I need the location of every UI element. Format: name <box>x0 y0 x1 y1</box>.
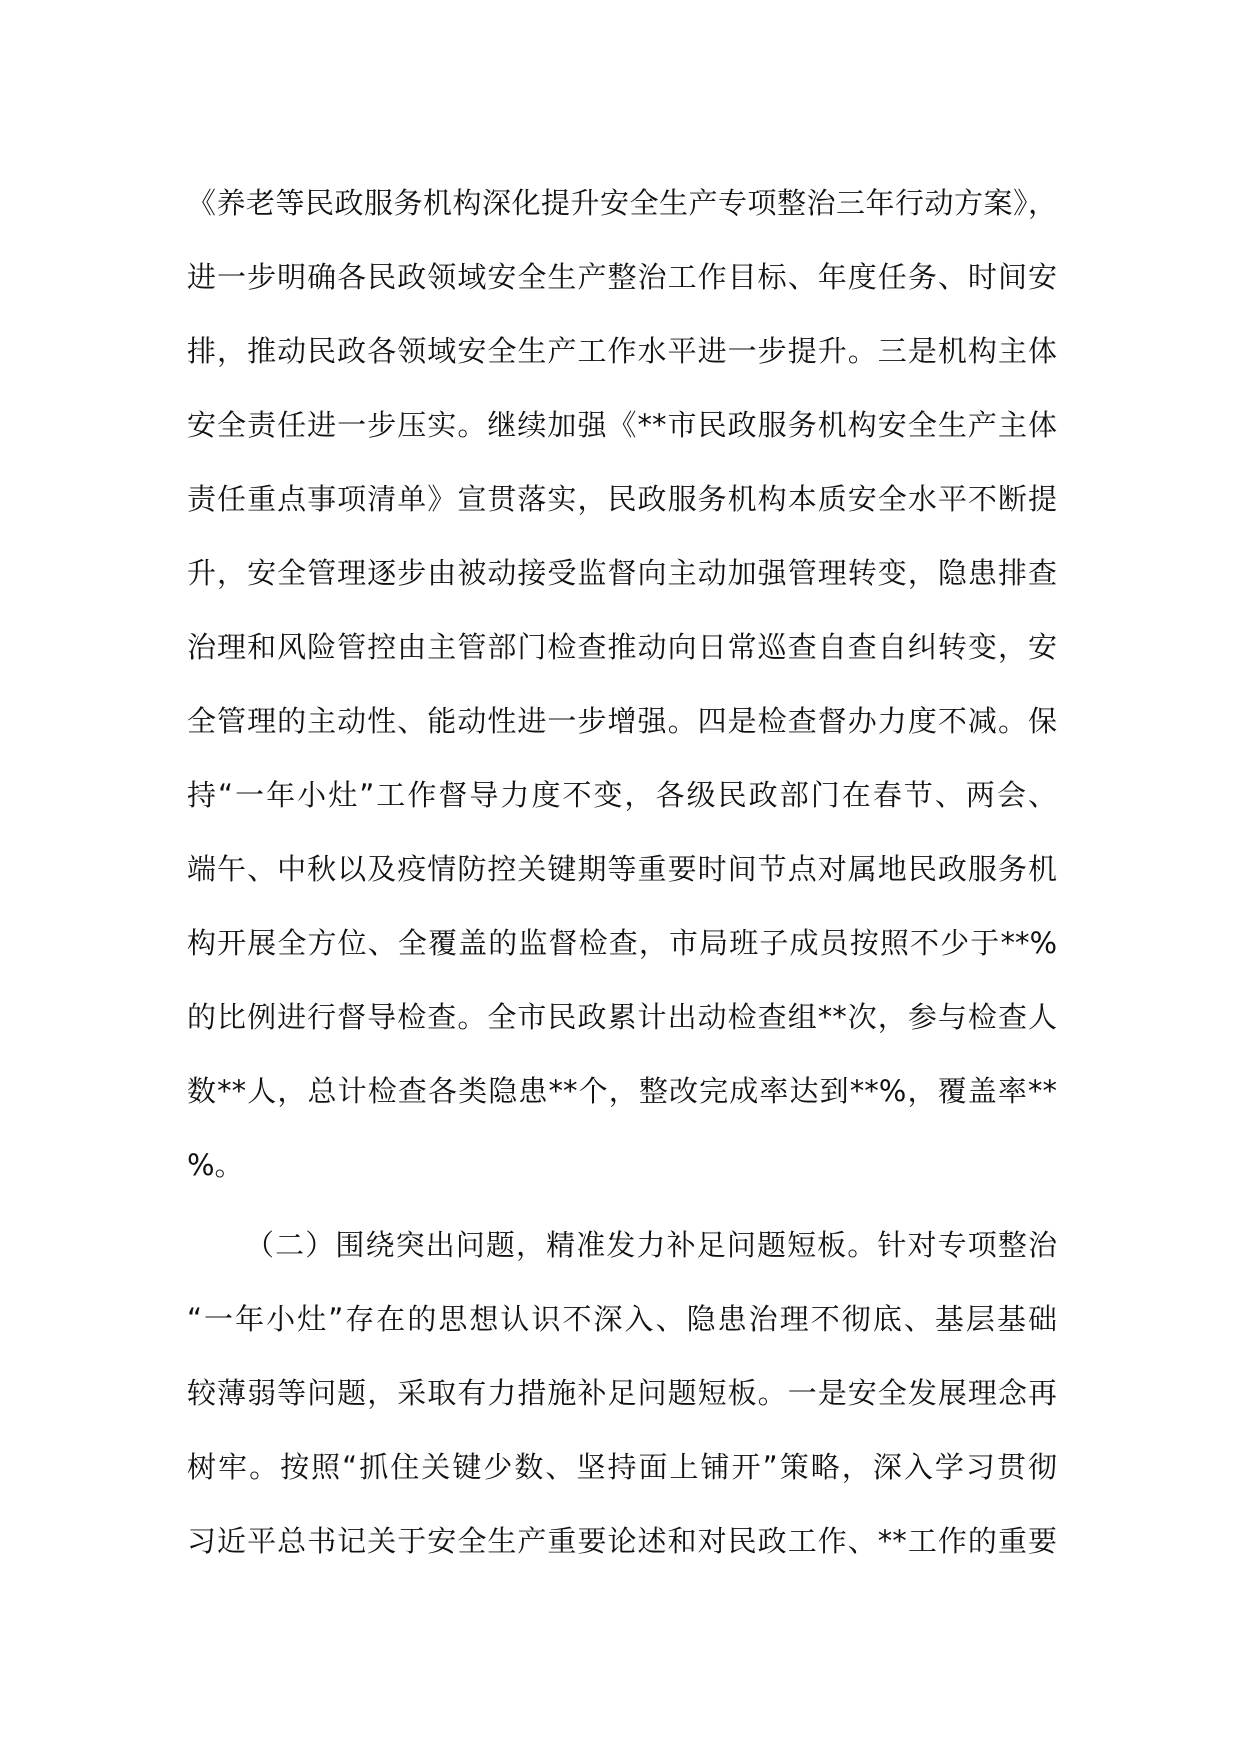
text-line: 持“一年小灶”工作督导力度不变，各级民政部门在春节、两会、 <box>187 778 1057 812</box>
paragraph-1 <box>187 166 1057 1202</box>
text-line: 进一步明确各民政领域安全生产整治工作目标、年度任务、时间安 <box>187 260 1057 294</box>
text-line: 树牢。按照“抓住关键少数、坚持面上铺开”策略，深入学习贯彻 <box>187 1450 1057 1484</box>
text-line: 责任重点事项清单》宣贯落实，民政服务机构本质安全水平不断提 <box>187 482 1057 516</box>
text-line: 数**人，总计检查各类隐患**个，整改完成率达到**%，覆盖率** <box>187 1074 1057 1108</box>
text-line: 端午、中秋以及疫情防控关键期等重要时间节点对属地民政服务机 <box>187 852 1057 886</box>
text-line: 全管理的主动性、能动性进一步增强。四是检查督办力度不减。保 <box>187 704 1057 738</box>
text-line: 习近平总书记关于安全生产重要论述和对民政工作、**工作的重要 <box>187 1524 1057 1558</box>
text-line: %。 <box>187 1148 244 1182</box>
text-line: 安全责任进一步压实。继续加强《**市民政服务机构安全生产主体 <box>187 408 1057 442</box>
text-line: 治理和风险管控由主管部门检查推动向日常巡查自查自纠转变，安 <box>187 630 1057 664</box>
text-line: 构开展全方位、全覆盖的监督检查，市局班子成员按照不少于**% <box>187 926 1057 960</box>
text-line: 较薄弱等问题，采取有力措施补足问题短板。一是安全发展理念再 <box>187 1376 1057 1410</box>
text-line: 升，安全管理逐步由被动接受监督向主动加强管理转变，隐患排查 <box>187 556 1057 590</box>
document-body <box>187 166 1057 1578</box>
text-line: 排，推动民政各领域安全生产工作水平进一步提升。三是机构主体 <box>187 334 1057 368</box>
paragraph-2 <box>187 1208 1057 1578</box>
text-line: 《养老等民政服务机构深化提升安全生产专项整治三年行动方案》， <box>187 186 1057 220</box>
text-line: 的比例进行督导检查。全市民政累计出动检查组**次，参与检查人 <box>187 1000 1057 1034</box>
text-line: “一年小灶”存在的思想认识不深入、隐患治理不彻底、基层基础 <box>187 1302 1057 1336</box>
text-line: （二）围绕突出问题，精准发力补足问题短板。针对专项整治 <box>245 1228 1057 1262</box>
